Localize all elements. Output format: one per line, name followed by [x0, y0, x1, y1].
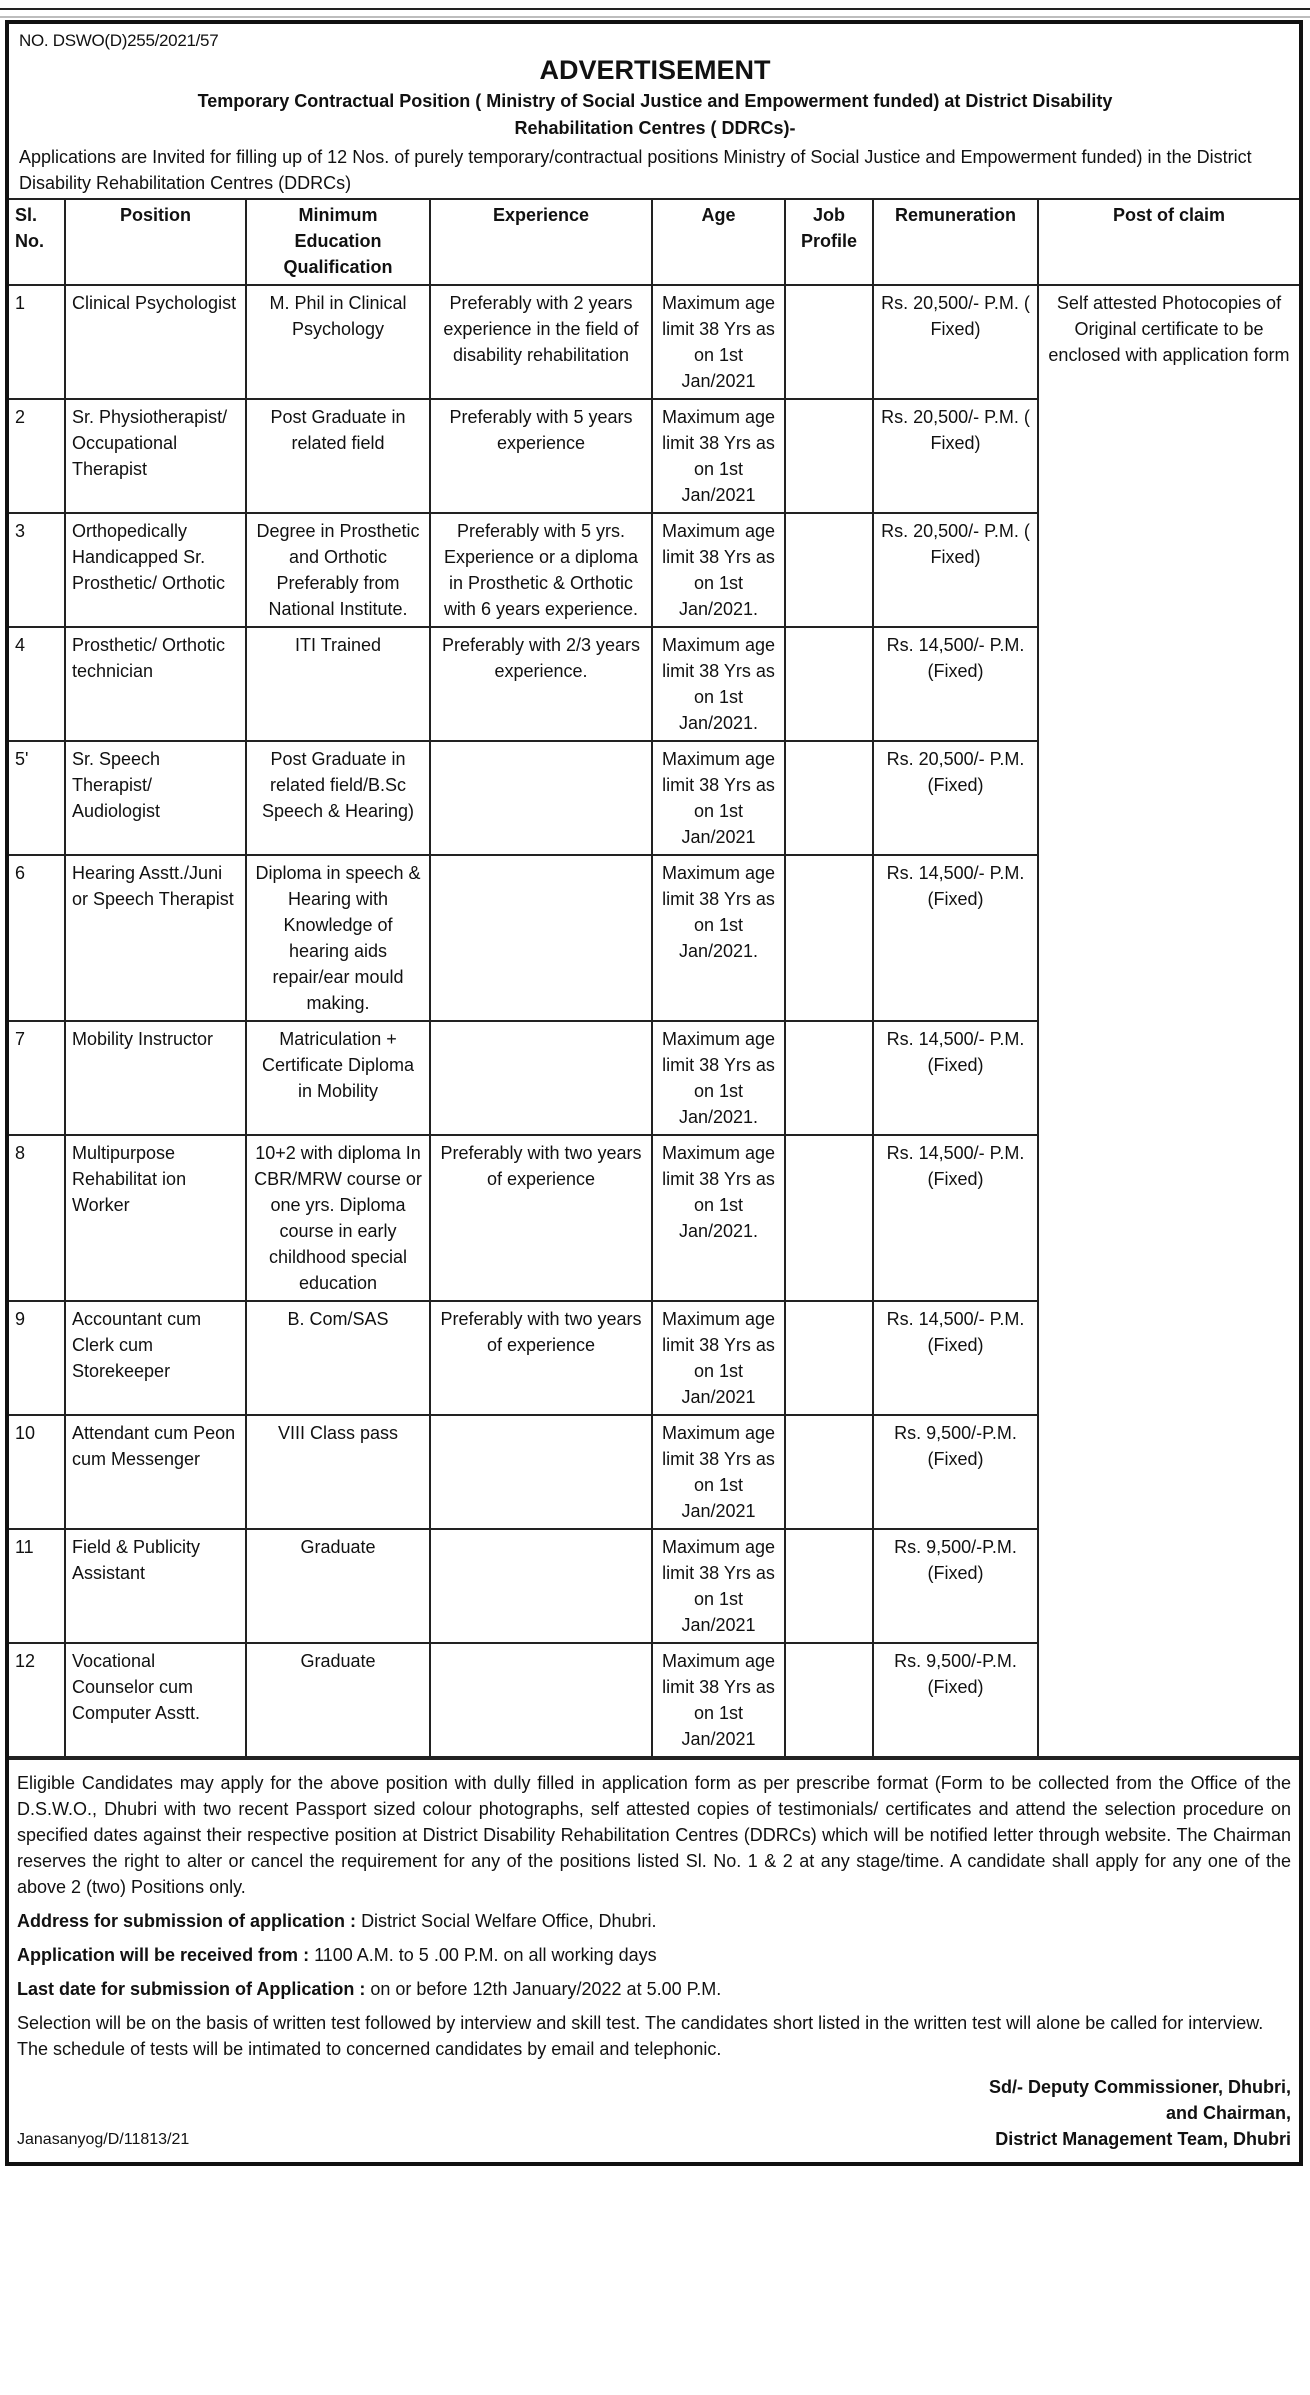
cell-sl-no: 7	[9, 1021, 65, 1135]
cell-sl-no: 11	[9, 1529, 65, 1643]
cell-remuneration: Rs. 14,500/- P.M. (Fixed)	[873, 1135, 1038, 1301]
cell-position: Orthopedically Handicapped Sr. Prosthetic/ Orthotic	[65, 513, 246, 627]
cell-age: Maximum age limit 38 Yrs as on 1st Jan/2021.	[652, 1135, 785, 1301]
cell-experience: Preferably with two years of experience	[430, 1135, 652, 1301]
cell-remuneration: Rs. 9,500/-P.M. (Fixed)	[873, 1643, 1038, 1757]
cell-age: Maximum age limit 38 Yrs as on 1st Jan/2021	[652, 399, 785, 513]
cell-job-profile	[785, 1643, 873, 1757]
cell-post-of-claim: Self attested Photocopies of Original certificate to be enclosed with application form	[1038, 285, 1299, 1757]
cell-job-profile	[785, 513, 873, 627]
cell-age: Maximum age limit 38 Yrs as on 1st Jan/2021.	[652, 627, 785, 741]
cell-education: ITI Trained	[246, 627, 430, 741]
selection-paragraph: Selection will be on the basis of written test followed by interview and skill test. The candidates short listed in the written test will alone be called for interview. The schedule of tests will be intimated to concerned candidates by email and telephonic.	[17, 2013, 1264, 2059]
cell-experience: Preferably with 2/3 years experience.	[430, 627, 652, 741]
cell-position: Sr. Speech Therapist/ Audiologist	[65, 741, 246, 855]
cell-sl-no: 6	[9, 855, 65, 1021]
table-header-row	[9, 199, 1299, 285]
cell-job-profile	[785, 1301, 873, 1415]
cell-education: Degree in Prosthetic and Orthotic Preferably from National Institute.	[246, 513, 430, 627]
reference-number: NO. DSWO(D)255/2021/57	[19, 31, 219, 50]
top-rule-secondary	[0, 16, 1310, 18]
cell-sl-no: 2	[9, 399, 65, 513]
advertisement-frame	[5, 20, 1303, 2166]
cell-age: Maximum age limit 38 Yrs as on 1st Jan/2021.	[652, 855, 785, 1021]
publication-code: Janasanyog/D/11813/21	[17, 2131, 190, 2148]
cell-remuneration: Rs. 9,500/-P.M. (Fixed)	[873, 1529, 1038, 1643]
subtitle: Temporary Contractual Position ( Ministry of Social Justice and Empowerment funded) at District Disability Rehabilitation Centres ( DDRCs)-	[197, 91, 1113, 138]
header-block	[9, 24, 1299, 198]
cell-age: Maximum age limit 38 Yrs as on 1st Jan/2021	[652, 741, 785, 855]
cell-job-profile	[785, 855, 873, 1021]
received-line	[17, 1942, 1291, 1968]
cell-remuneration: Rs. 20,500/- P.M. ( Fixed)	[873, 513, 1038, 627]
intro-text: Applications are Invited for filling up of 12 Nos. of purely temporary/contractual positions Ministry of Social Justice and Empowerment funded) in the District Disability Rehabilitation Centres (DDRCs)	[19, 147, 1252, 193]
cell-job-profile	[785, 1415, 873, 1529]
received-value: 1100 A.M. to 5 .00 P.M. on all working days	[314, 1945, 657, 1965]
signature-block	[989, 2074, 1291, 2152]
cell-age: Maximum age limit 38 Yrs as on 1st Jan/2021	[652, 1301, 785, 1415]
cell-job-profile	[785, 1135, 873, 1301]
cell-job-profile	[785, 627, 873, 741]
cell-education: Matriculation + Certificate Diploma in Mobility	[246, 1021, 430, 1135]
cell-sl-no: 5'	[9, 741, 65, 855]
cell-education: Post Graduate in related field	[246, 399, 430, 513]
cell-sl-no: 1	[9, 285, 65, 399]
page-title: ADVERTISEMENT	[539, 55, 771, 85]
cell-experience	[430, 1529, 652, 1643]
header-age: Age	[652, 199, 785, 285]
cell-remuneration: Rs. 14,500/- P.M. (Fixed)	[873, 627, 1038, 741]
address-line	[17, 1908, 1291, 1934]
eligibility-paragraph: Eligible Candidates may apply for the above position with dully filled in application form as per prescribe format (Form to be collected from the Office of the D.S.W.O., Dhubri with two recent Passport sized colour photographs, self attested copies of testimonials/ certificates and attend the selection procedure on specified dates against their respective position at District Disability Rehabilitation Centres (DDRCs) which will be notified letter through website. The Chairman reserves the right to alter or cancel the requirement for any of the positions listed Sl. No. 1 & 2 at any stage/time. A candidate shall apply for any one of the above 2 (two) Positions only.	[17, 1773, 1291, 1897]
address-value: District Social Welfare Office, Dhubri.	[361, 1911, 657, 1931]
header-education: Minimum Education Qualification	[246, 199, 430, 285]
cell-job-profile	[785, 1529, 873, 1643]
cell-experience	[430, 1415, 652, 1529]
cell-education: VIII Class pass	[246, 1415, 430, 1529]
cell-sl-no: 9	[9, 1301, 65, 1415]
header-remuneration: Remuneration	[873, 199, 1038, 285]
cell-experience	[430, 855, 652, 1021]
cell-position: Vocational Counselor cum Computer Asstt.	[65, 1643, 246, 1757]
cell-remuneration: Rs. 14,500/- P.M. (Fixed)	[873, 1021, 1038, 1135]
cell-education: Diploma in speech & Hearing with Knowledge of hearing aids repair/ear mould making.	[246, 855, 430, 1021]
cell-job-profile	[785, 285, 873, 399]
header-position: Position	[65, 199, 246, 285]
cell-experience: Preferably with 2 years experience in the field of disability rehabilitation	[430, 285, 652, 399]
cell-sl-no: 3	[9, 513, 65, 627]
cell-position: Prosthetic/ Orthotic technician	[65, 627, 246, 741]
signature-line-2: and Chairman,	[1165, 2103, 1291, 2123]
cell-experience	[430, 1021, 652, 1135]
address-label: Address for submission of application :	[17, 1911, 357, 1931]
signature-line-1: Sd/- Deputy Commissioner, Dhubri,	[988, 2077, 1291, 2097]
cell-education: 10+2 with diploma In CBR/MRW course or one yrs. Diploma course in early childhood special education	[246, 1135, 430, 1301]
cell-age: Maximum age limit 38 Yrs as on 1st Jan/2021.	[652, 1021, 785, 1135]
last-date-line	[17, 1976, 1291, 2002]
cell-age: Maximum age limit 38 Yrs as on 1st Jan/2021	[652, 1415, 785, 1529]
table-body	[9, 285, 1299, 1757]
cell-position: Mobility Instructor	[65, 1021, 246, 1135]
cell-remuneration: Rs. 14,500/- P.M. (Fixed)	[873, 855, 1038, 1021]
header-experience: Experience	[430, 199, 652, 285]
cell-education: B. Com/SAS	[246, 1301, 430, 1415]
cell-experience	[430, 741, 652, 855]
table-row	[9, 285, 1299, 399]
cell-position: Sr. Physiotherapist/ Occupational Therapist	[65, 399, 246, 513]
signature-line-3: District Management Team, Dhubri	[995, 2129, 1291, 2149]
cell-job-profile	[785, 1021, 873, 1135]
cell-job-profile	[785, 399, 873, 513]
cell-remuneration: Rs. 20,500/- P.M. (Fixed)	[873, 741, 1038, 855]
cell-education: Graduate	[246, 1529, 430, 1643]
cell-experience: Preferably with two years of experience	[430, 1301, 652, 1415]
last-date-label: Last date for submission of Application :	[17, 1979, 366, 1999]
cell-sl-no: 4	[9, 627, 65, 741]
cell-sl-no: 12	[9, 1643, 65, 1757]
cell-remuneration: Rs. 9,500/-P.M. (Fixed)	[873, 1415, 1038, 1529]
cell-position: Hearing Asstt./Juni or Speech Therapist	[65, 855, 246, 1021]
cell-experience	[430, 1643, 652, 1757]
top-rule	[0, 8, 1310, 10]
header-job-profile: Job Profile	[785, 199, 873, 285]
cell-job-profile	[785, 741, 873, 855]
received-label: Application will be received from :	[17, 1945, 310, 1965]
cell-education: M. Phil in Clinical Psychology	[246, 285, 430, 399]
cell-remuneration: Rs. 20,500/- P.M. ( Fixed)	[873, 399, 1038, 513]
cell-education: Post Graduate in related field/B.Sc Speech & Hearing)	[246, 741, 430, 855]
cell-age: Maximum age limit 38 Yrs as on 1st Jan/2021	[652, 1529, 785, 1643]
cell-sl-no: 10	[9, 1415, 65, 1529]
cell-age: Maximum age limit 38 Yrs as on 1st Jan/2021	[652, 285, 785, 399]
cell-sl-no: 8	[9, 1135, 65, 1301]
last-date-value: on or before 12th January/2022 at 5.00 P.M.	[370, 1979, 722, 1999]
cell-remuneration: Rs. 14,500/- P.M. (Fixed)	[873, 1301, 1038, 1415]
cell-experience: Preferably with 5 years experience	[430, 399, 652, 513]
bottom-block	[9, 2070, 1299, 2162]
cell-age: Maximum age limit 38 Yrs as on 1st Jan/2021	[652, 1643, 785, 1757]
cell-position: Accountant cum Clerk cum Storekeeper	[65, 1301, 246, 1415]
header-sl-no: Sl. No.	[9, 199, 65, 285]
cell-position: Multipurpose Rehabilitat ion Worker	[65, 1135, 246, 1301]
footer-section	[9, 1758, 1299, 2062]
positions-table	[9, 198, 1299, 1758]
cell-age: Maximum age limit 38 Yrs as on 1st Jan/2021.	[652, 513, 785, 627]
cell-education: Graduate	[246, 1643, 430, 1757]
cell-experience: Preferably with 5 yrs. Experience or a diploma in Prosthetic & Orthotic with 6 years experience.	[430, 513, 652, 627]
cell-position: Attendant cum Peon cum Messenger	[65, 1415, 246, 1529]
cell-position: Field & Publicity Assistant	[65, 1529, 246, 1643]
cell-position: Clinical Psychologist	[65, 285, 246, 399]
cell-remuneration: Rs. 20,500/- P.M. ( Fixed)	[873, 285, 1038, 399]
header-post-of-claim: Post of claim	[1038, 199, 1299, 285]
